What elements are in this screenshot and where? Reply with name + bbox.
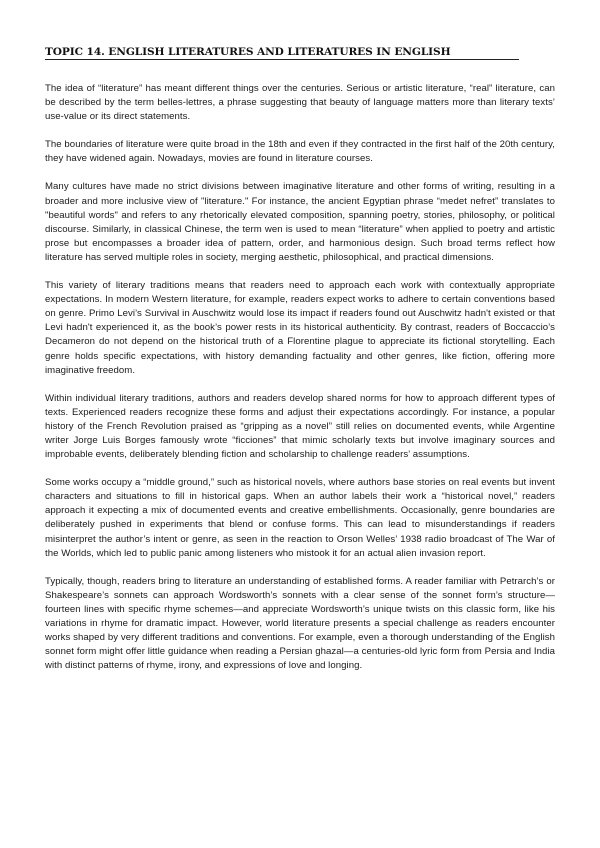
paragraph-shared-norms: Within individual literary traditions, authors and readers develop shared norms for how to approach different types of texts. Experienced readers recognize these forms and adjust their expectations accordingly. For instance, a popular history of the French Revolution praised as “gripping as a novel” still relies on documented events, while Argentine writer Jorge Luis Borges famously wrote “ficciones” that mimic scholarly texts but involve imaginary sources and improbable events, deliberately blending fiction and scholarship to challenge readers’ assumptions. — [45, 392, 555, 461]
paragraph-cultures: Many cultures have made no strict divisions between imaginative literature and other forms of writing, resulting in a broader and more inclusive view of "literature." For instance, the ancient Egyptian phrase “medet nefret” translates to "beautiful words" and refers to any rhetorically elevated composition, spanning poetry, stories, philosophy, or political discourse. Similarly, in classical Chinese, the term wen is used to mean “literature” when applied to poetry and artistic prose but encompasses a broader idea of pattern, order, and harmonious design. Such broad terms reflect how literature has served multiple roles in society, merging aesthetic, philosophical, and practical dimensions. — [45, 181, 555, 263]
page-title: TOPIC 14. ENGLISH LITERATURES AND LITERATURES IN ENGLISH — [45, 46, 519, 60]
document-page — [45, 42, 555, 687]
paragraph-established-forms: Typically, though, readers bring to literature an understanding of established forms. A reader familiar with Petrarch’s or Shakespeare’s sonnets can approach Wordsworth’s sonnets with a clear sense of the sonnet form’s structure—fourteen lines with specific rhyme schemes—and appreciate Wordsworth’s unique twists on this classic form, like his variations in rhyme for dramatic impact. However, world literature presents a special challenge as readers encounter works shaped by very different traditions and conventions. For example, even a thorough understanding of the English sonnet form might offer little guidance when reading a Persian ghazal—a centuries-old lyric form from Persia and India with distinct patterns of rhyme, irony, and expressions of love and longing. — [45, 575, 555, 672]
paragraph-middle-ground: Some works occupy a “middle ground,” such as historical novels, where authors base stories on real events but invent characters and situations to fill in historical gaps. When an author labels their work a “historical novel,” readers approach it expecting a mix of documented events and creative embellishments. Occasionally, genre boundaries are deliberately pushed in experiments that blend or confuse forms. This can lead to misunderstandings if readers misinterpret the author’s intent or genre, as seen in the reaction to Orson Welles’ 1938 radio broadcast of The War of the Worlds, which led to public panic among listeners who mistook it for an actual alien invasion report. — [45, 477, 555, 559]
paragraph-belles-lettres: The idea of “literature” has meant different things over the centuries. Serious or artistic literature, “real” literature, can be described by the term belles-lettres, a phrase suggesting that beauty of language matters more than literary texts’ use-value or its direct statements. — [45, 83, 555, 123]
paragraph-boundaries: The boundaries of literature were quite broad in the 18th and even if they contracted in the first half of the 20th century, they have widened again. Nowadays, movies are found in literature courses. — [45, 139, 555, 165]
paragraph-expectations: This variety of literary traditions means that readers need to approach each work with contextually appropriate expectations. In modern Western literature, for example, readers expect works to adhere to certain conventions based on genre. Primo Levi’s Survival in Auschwitz would lose its impact if readers found out Auschwitz hadn't existed or that Levi hadn't experienced it, as the book’s power rests in its historical authenticity. By contrast, readers of Boccaccio’s Decameron do not depend on the historical truth of a Florentine plague to appreciate its fictional storytelling. Each genre holds specific expectations, with history demanding factuality and other genres, like fiction, offering more imaginative freedom. — [45, 280, 555, 376]
